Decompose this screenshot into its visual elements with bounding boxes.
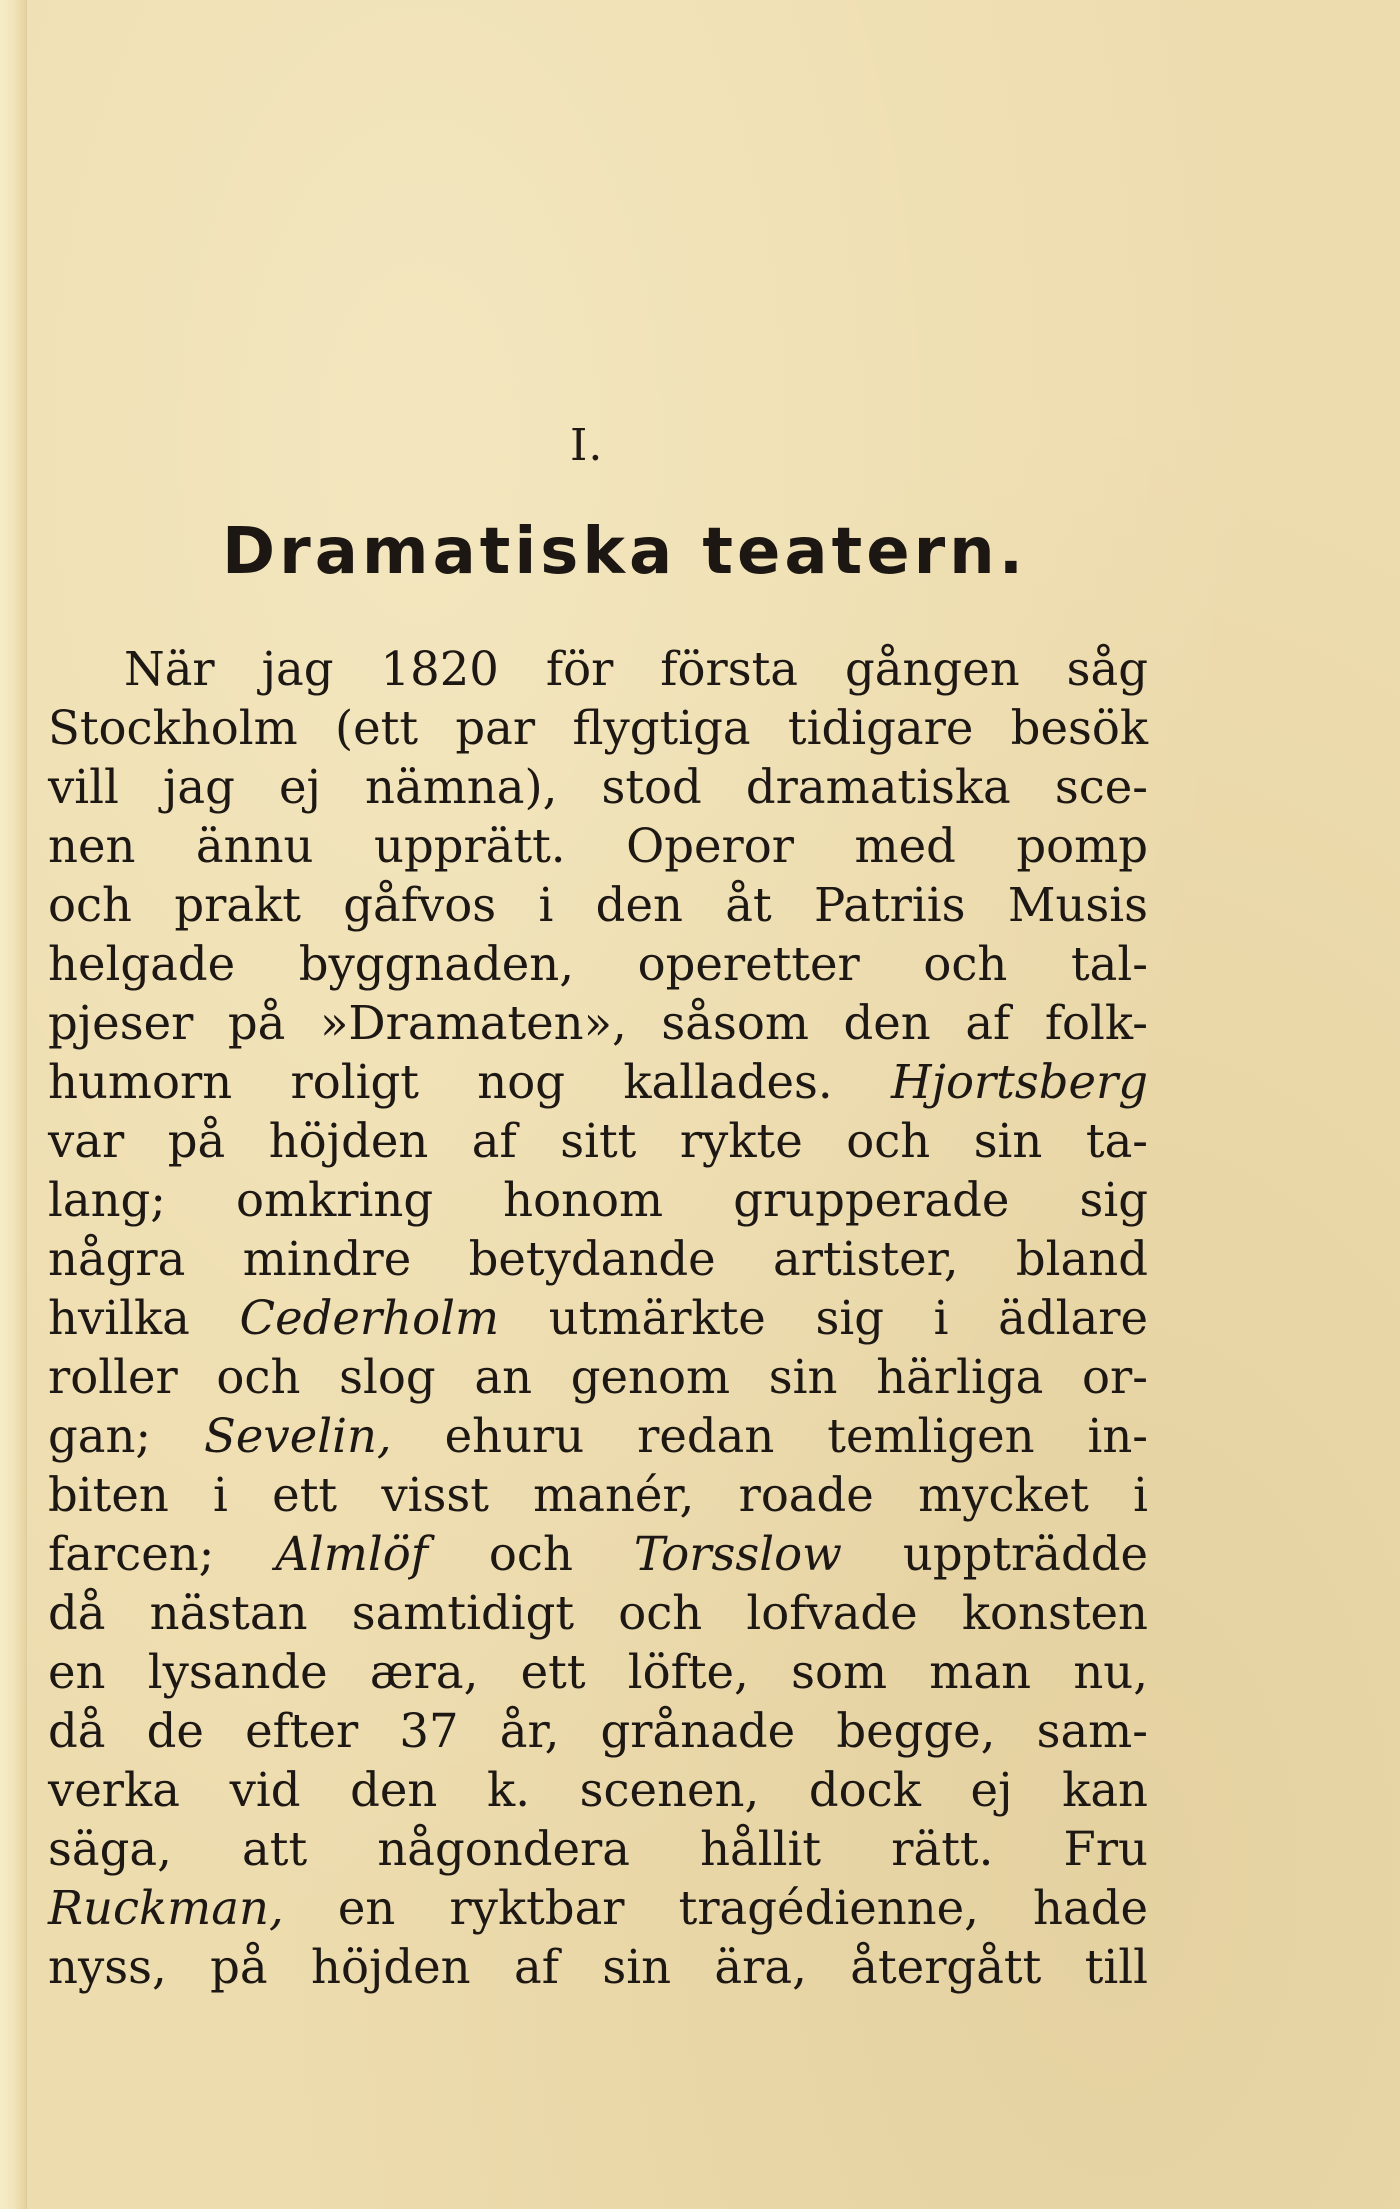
text-line: nyss, på höjden af sin ära, återgått till bbox=[48, 1940, 1148, 1994]
text-line: lang; omkring honom grupperade sig bbox=[48, 1173, 1148, 1227]
text-line bbox=[48, 1525, 1148, 1584]
text-segment: hvilka bbox=[48, 1291, 190, 1345]
text-segment: humorn roligt nog kallades. bbox=[48, 1055, 833, 1109]
text-line: Stockholm (ett par flygtiga tidigare besök bbox=[48, 701, 1148, 755]
text-line: då nästan samtidigt och lofvade konsten bbox=[48, 1586, 1148, 1640]
person-name: Sevelin, bbox=[204, 1409, 392, 1463]
text-line: helgade byggnaden, operetter och tal- bbox=[48, 937, 1148, 991]
chapter-number: I. bbox=[570, 420, 604, 471]
body-text bbox=[48, 640, 1148, 1997]
text-line bbox=[48, 1289, 1148, 1348]
text-line: och prakt gåfvos i den åt Patriis Musis bbox=[48, 878, 1148, 932]
text-line: en lysande æra, ett löfte, som man nu, bbox=[48, 1645, 1148, 1699]
text-line: var på höjden af sitt rykte och sin ta- bbox=[48, 1114, 1148, 1168]
person-name: Hjortsberg bbox=[890, 1055, 1148, 1109]
text-line: vill jag ej nämna), stod dramatiska sce- bbox=[48, 760, 1148, 814]
text-segment: och bbox=[488, 1527, 573, 1581]
text-line: nen ännu upprätt. Operor med pomp bbox=[48, 819, 1148, 873]
page-gutter-edge bbox=[0, 0, 27, 2209]
text-line: När jag 1820 för första gången såg bbox=[124, 642, 1148, 696]
chapter-title: Dramatiska teatern. bbox=[222, 515, 1028, 589]
text-line: biten i ett visst manér, roade mycket i bbox=[48, 1468, 1148, 1522]
text-segment: gan; bbox=[48, 1409, 152, 1463]
person-name: Cederholm bbox=[239, 1291, 500, 1345]
text-line bbox=[48, 1879, 1148, 1938]
text-line bbox=[48, 1053, 1148, 1112]
text-line: några mindre betydande artister, bland bbox=[48, 1232, 1148, 1286]
text-line: säga, att någondera hållit rätt. Fru bbox=[48, 1822, 1148, 1876]
person-name: Torsslow bbox=[633, 1527, 842, 1581]
text-line: roller och slog an genom sin härliga or- bbox=[48, 1350, 1148, 1404]
text-segment: uppträdde bbox=[902, 1527, 1149, 1581]
text-segment: farcen; bbox=[48, 1527, 215, 1581]
text-segment: utmärkte sig i ädlare bbox=[548, 1291, 1149, 1345]
text-line: då de efter 37 år, grånade begge, sam- bbox=[48, 1704, 1148, 1758]
text-segment: en ryktbar tragédienne, hade bbox=[337, 1881, 1148, 1935]
person-name: Ruckman, bbox=[48, 1881, 284, 1935]
text-line bbox=[48, 1407, 1148, 1466]
text-line: pjeser på »Dramaten», såsom den af folk- bbox=[48, 996, 1148, 1050]
person-name: Almlöf bbox=[275, 1527, 428, 1581]
text-line: verka vid den k. scenen, dock ej kan bbox=[48, 1763, 1148, 1817]
text-segment: ehuru redan temligen in- bbox=[444, 1409, 1148, 1463]
